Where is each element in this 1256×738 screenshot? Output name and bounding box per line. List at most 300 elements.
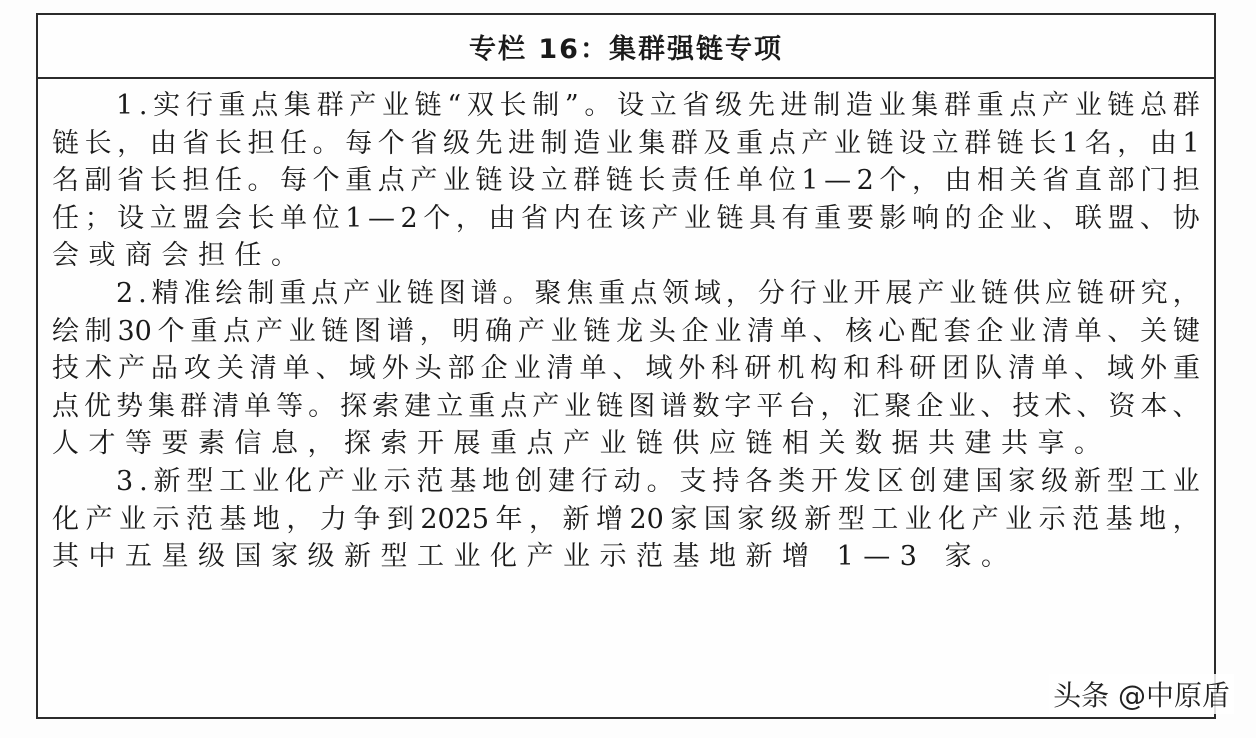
text-line [52,162,1200,200]
glyph: 清 [1008,353,1036,385]
glyph: 链 [605,165,633,197]
glyph: 链 [52,127,79,159]
glyph: 建 [548,465,576,497]
glyph: 建 [942,465,970,497]
glyph: 每 [280,165,308,197]
glyph: 业 [605,127,633,159]
glyph: 攻 [183,353,211,385]
glyph: 域 [694,277,721,309]
glyph: 家 [1008,465,1036,497]
glyph: 重 [190,315,218,347]
glyph: 链 [866,127,894,159]
glyph: 点 [377,165,405,197]
glyph: 确 [485,315,513,347]
glyph: 部 [1107,165,1135,197]
glyph: ， [455,202,483,234]
glyph: 基 [219,503,247,535]
text-line: 人才等要素信息，探索开展重点产业链供应链相关数据共建共享。 [52,428,1111,460]
glyph: 制 [813,90,841,121]
glyph: 业 [878,90,906,121]
glyph: 精 [151,277,179,309]
glyph: 核 [845,315,873,347]
glyph: 范 [416,465,444,497]
glyph: ， [419,315,447,347]
glyph: ， [286,503,314,535]
glyph: — [367,202,395,234]
glyph: 业 [1009,202,1037,234]
glyph: 产 [85,503,113,535]
glyph: 展 [885,277,913,309]
glyph: 新 [153,465,181,497]
glyph: 范 [185,503,213,535]
glyph: 地 [1139,503,1167,535]
glyph: 盟 [1107,202,1135,234]
glyph: 持 [712,465,740,497]
glyph: 绘 [215,277,243,309]
glyph: 索 [372,390,400,422]
glyph: 由 [488,202,516,234]
glyph: 基 [449,465,477,497]
glyph: 长 [638,165,666,197]
glyph: 新 [1074,465,1102,497]
glyph: 开 [811,465,839,497]
glyph: 本 [1140,390,1168,422]
glyph: 担 [1172,165,1200,197]
glyph: 业 [904,503,932,535]
glyph: 业 [1074,90,1102,121]
glyph: 头 [648,315,676,347]
glyph: 。 [247,165,275,197]
glyph: 工 [1139,465,1167,497]
glyph: 产 [532,390,560,422]
glyph: 应 [1044,277,1072,309]
glyph: 、 [612,353,640,385]
glyph: 重 [279,277,307,309]
glyph: 字 [724,390,752,422]
glyph: 关 [1140,315,1168,347]
glyph: 设 [899,127,927,159]
glyph: 立 [540,165,568,197]
glyph: 心 [878,315,906,347]
glyph: 重 [736,127,764,159]
glyph: 点 [251,90,279,121]
glyph: 外 [678,353,706,385]
glyph: 产 [517,315,545,347]
glyph: 产 [255,315,283,347]
glyph: 品 [150,353,178,385]
glyph: 家 [670,503,698,535]
glyph: 由 [1149,127,1177,159]
glyph: 任 [280,127,308,159]
glyph: 谱 [660,390,688,422]
glyph: 外 [381,353,409,385]
glyph: 探 [340,390,368,422]
glyph: 20 [629,503,664,535]
glyph: 在 [586,202,614,234]
glyph: 点 [52,390,79,422]
glyph: ， [117,127,145,159]
glyph: 。 [502,277,530,309]
glyph: 企 [916,390,944,422]
glyph: 技 [1012,390,1040,422]
glyph: 双 [466,90,494,121]
glyph: 产 [317,465,345,497]
glyph: 重 [598,277,626,309]
glyph: 产 [349,90,377,121]
glyph: 绘 [52,315,79,347]
glyph: 聚 [884,390,912,422]
glyph: 立 [649,90,677,121]
glyph: 清 [747,315,775,347]
glyph: 产 [117,353,145,385]
text-line [52,125,1200,163]
glyph: 设 [508,165,536,197]
glyph: 先 [747,90,775,121]
glyph: 重 [468,390,496,422]
glyph: 单 [244,390,272,422]
glyph: 和 [843,353,871,385]
glyph: 协 [1172,202,1200,234]
glyph: 级 [715,90,743,121]
glyph: 业 [1172,465,1200,497]
text-line [52,313,1200,351]
glyph: 位 [312,202,340,234]
glyph: 群 [670,127,698,159]
glyph: 。 [308,390,336,422]
glyph: 业 [564,390,592,422]
glyph: 化 [938,503,966,535]
glyph: 链 [981,277,1009,309]
glyph: 企 [977,202,1005,234]
glyph: . [138,277,147,309]
glyph: 链 [475,165,503,197]
column-box [36,13,1216,719]
glyph: 增 [595,503,623,535]
glyph: 集 [911,90,939,121]
glyph: 长 [84,127,112,159]
glyph: 盟 [182,202,210,234]
section-2 [52,275,1200,463]
glyph: 域 [348,353,376,385]
glyph: 范 [1072,503,1100,535]
glyph: 个 [312,165,340,197]
glyph: 研 [1108,277,1136,309]
glyph: 关 [1009,165,1037,197]
glyph: 每 [345,127,373,159]
glyph: ， [1172,277,1200,309]
glyph: 个 [423,202,451,234]
glyph: 业 [350,465,378,497]
glyph: 供 [1013,277,1041,309]
glyph: 聚 [534,277,562,309]
glyph: 级 [442,127,470,159]
glyph: 关 [216,353,244,385]
glyph: 力 [319,503,347,535]
glyph: 业 [948,390,976,422]
glyph: 业 [252,465,280,497]
glyph: 制 [540,127,568,159]
glyph: 地 [252,503,280,535]
glyph: 进 [508,127,536,159]
glyph: 业 [683,202,711,234]
glyph: 行 [789,277,817,309]
glyph: 重 [218,90,246,121]
glyph: 建 [404,390,432,422]
glyph: 集 [638,127,666,159]
glyph: 清 [1041,315,1069,347]
glyph: 造 [573,127,601,159]
glyph: 研 [909,353,937,385]
glyph: 团 [942,353,970,385]
glyph: 行 [580,465,608,497]
glyph: 。 [584,90,612,121]
glyph: ， [1172,503,1200,535]
glyph: 图 [628,390,656,422]
glyph: 相 [977,165,1005,197]
glyph: 科 [711,353,739,385]
glyph: 点 [630,277,658,309]
glyph: 图 [438,277,466,309]
glyph: 省 [1042,165,1070,197]
glyph: 单 [280,202,308,234]
text-line [52,350,1200,388]
glyph: 资 [1108,390,1136,422]
glyph: 点 [768,127,796,159]
glyph: 清 [546,353,574,385]
glyph: 焦 [566,277,594,309]
glyph: 研 [744,353,772,385]
glyph: 产 [651,202,679,234]
glyph: 地 [482,465,510,497]
glyph: 门 [1140,165,1168,197]
glyph: 示 [152,503,180,535]
glyph: 域 [645,353,673,385]
glyph: 谱 [386,315,414,347]
glyph: 造 [845,90,873,121]
glyph: 业 [381,90,409,121]
glyph: 业 [118,503,146,535]
glyph: 清 [249,353,277,385]
glyph: 的 [944,202,972,234]
glyph: 担 [247,127,275,159]
glyph: 国 [975,465,1003,497]
glyph: 单 [1041,353,1069,385]
glyph: 区 [876,465,904,497]
glyph: 产 [1042,90,1070,121]
glyph: 产 [801,127,829,159]
glyph: 类 [778,465,806,497]
glyph: 副 [84,165,112,197]
glyph: 具 [749,202,777,234]
glyph: 重 [976,90,1004,121]
glyph: ， [1117,127,1145,159]
glyph: 名 [52,165,79,197]
watermark: 头条 @中原盾 [1049,674,1234,714]
glyph: 长 [1029,127,1057,159]
glyph: 新 [804,503,832,535]
glyph: 及 [703,127,731,159]
text-line [52,87,1200,125]
glyph: 业 [833,127,861,159]
glyph: 群 [573,165,601,197]
glyph: 点 [1009,90,1037,121]
glyph: 分 [757,277,785,309]
glyph: 业 [550,315,578,347]
glyph: 直 [1074,165,1102,197]
glyph: 任 [703,165,731,197]
glyph: 个 [377,127,405,159]
glyph: 家 [737,503,765,535]
glyph: 型 [186,465,214,497]
glyph: 链 [414,90,442,121]
glyph: 、 [1076,390,1104,422]
glyph: 长 [499,90,527,121]
glyph: 、 [980,390,1008,422]
glyph: 级 [1041,465,1069,497]
glyph: 、 [1074,353,1102,385]
glyph: 30 [117,315,152,347]
glyph: 链 [583,315,611,347]
glyph: 。 [312,127,340,159]
glyph: 工 [219,465,247,497]
glyph: 担 [182,165,210,197]
glyph: 单 [282,353,310,385]
glyph: 平 [756,390,784,422]
glyph: 链 [406,277,434,309]
glyph: 链 [716,202,744,234]
glyph: 支 [679,465,707,497]
glyph: 键 [1172,315,1200,347]
glyph: 术 [1044,390,1072,422]
glyph: 外 [1139,353,1167,385]
glyph: 科 [876,353,904,385]
glyph: 产 [971,503,999,535]
glyph: 企 [480,353,508,385]
glyph: 优 [84,390,112,422]
glyph: 究 [1140,277,1168,309]
glyph: 动 [613,465,641,497]
glyph: 龙 [616,315,644,347]
glyph: 链 [321,315,349,347]
glyph: 制 [84,315,112,347]
glyph: 有 [781,202,809,234]
glyph: 重 [1172,353,1200,385]
glyph: 创 [909,465,937,497]
glyph: 1 [345,202,363,234]
glyph: 各 [745,465,773,497]
glyph: 示 [383,465,411,497]
glyph: 链 [1107,90,1135,121]
glyph: 领 [662,277,690,309]
glyph: ， [820,390,848,422]
glyph: 1 [1061,127,1080,159]
glyph: 1 [116,90,134,121]
glyph: 企 [976,315,1004,347]
glyph: 业 [949,277,977,309]
glyph: 群 [180,390,208,422]
glyph: 总 [1140,90,1168,121]
glyph: 、 [1107,315,1135,347]
glyph: ； [84,202,112,234]
section-1 [52,87,1200,275]
glyph: 数 [692,390,720,422]
text-line [52,200,1200,238]
glyph: 业 [513,353,541,385]
glyph: 产 [410,165,438,197]
glyph: 发 [843,465,871,497]
glyph: 群 [1172,90,1200,121]
glyph: 集 [283,90,311,121]
glyph: 争 [353,503,381,535]
glyph: 链 [1076,277,1104,309]
glyph: 任 [214,165,242,197]
glyph: 制 [247,277,275,309]
glyph: 示 [1038,503,1066,535]
glyph: 套 [943,315,971,347]
glyph: 2 [400,202,418,234]
glyph: 长 [149,165,177,197]
glyph: 队 [975,353,1003,385]
glyph: 创 [515,465,543,497]
glyph: 技 [52,353,79,385]
glyph: 设 [117,202,145,234]
glyph: 。 [646,465,674,497]
glyph: 集 [148,390,176,422]
glyph: 2025 [420,503,490,535]
glyph: 业 [288,315,316,347]
glyph: 构 [810,353,838,385]
glyph: 工 [871,503,899,535]
glyph: 点 [500,390,528,422]
glyph: 制 [532,90,560,121]
glyph: 省 [682,90,710,121]
glyph: 汇 [852,390,880,422]
glyph: 群 [964,127,992,159]
text-line [52,388,1200,426]
glyph: 企 [681,315,709,347]
glyph: 先 [475,127,503,159]
glyph: 立 [931,127,959,159]
glyph: 台 [788,390,816,422]
text-line [52,501,1200,539]
glyph: 个 [157,315,185,347]
glyph: 要 [846,202,874,234]
glyph: 立 [149,202,177,234]
glyph: 重 [345,165,373,197]
glyph: 机 [777,353,805,385]
glyph: 产 [917,277,945,309]
glyph: 单 [736,165,764,197]
glyph: 省 [521,202,549,234]
glyph: 链 [596,390,624,422]
glyph: 、 [315,353,343,385]
glyph: 业 [374,277,402,309]
glyph: 单 [1074,315,1102,347]
glyph: 任 [52,202,79,234]
glyph: 级 [770,503,798,535]
glyph: 省 [410,127,438,159]
glyph: 业 [442,165,470,197]
glyph: 、 [1140,202,1168,234]
glyph: 化 [52,503,79,535]
glyph: 准 [183,277,211,309]
text-line: 其中五星级国家级新型工业化产业示范基地新增 1—3 家。 [52,541,1018,573]
glyph: — [824,165,852,197]
glyph: 年 [495,503,523,535]
glyph: 到 [386,503,414,535]
glyph: 型 [1106,465,1134,497]
glyph: 业 [821,277,849,309]
